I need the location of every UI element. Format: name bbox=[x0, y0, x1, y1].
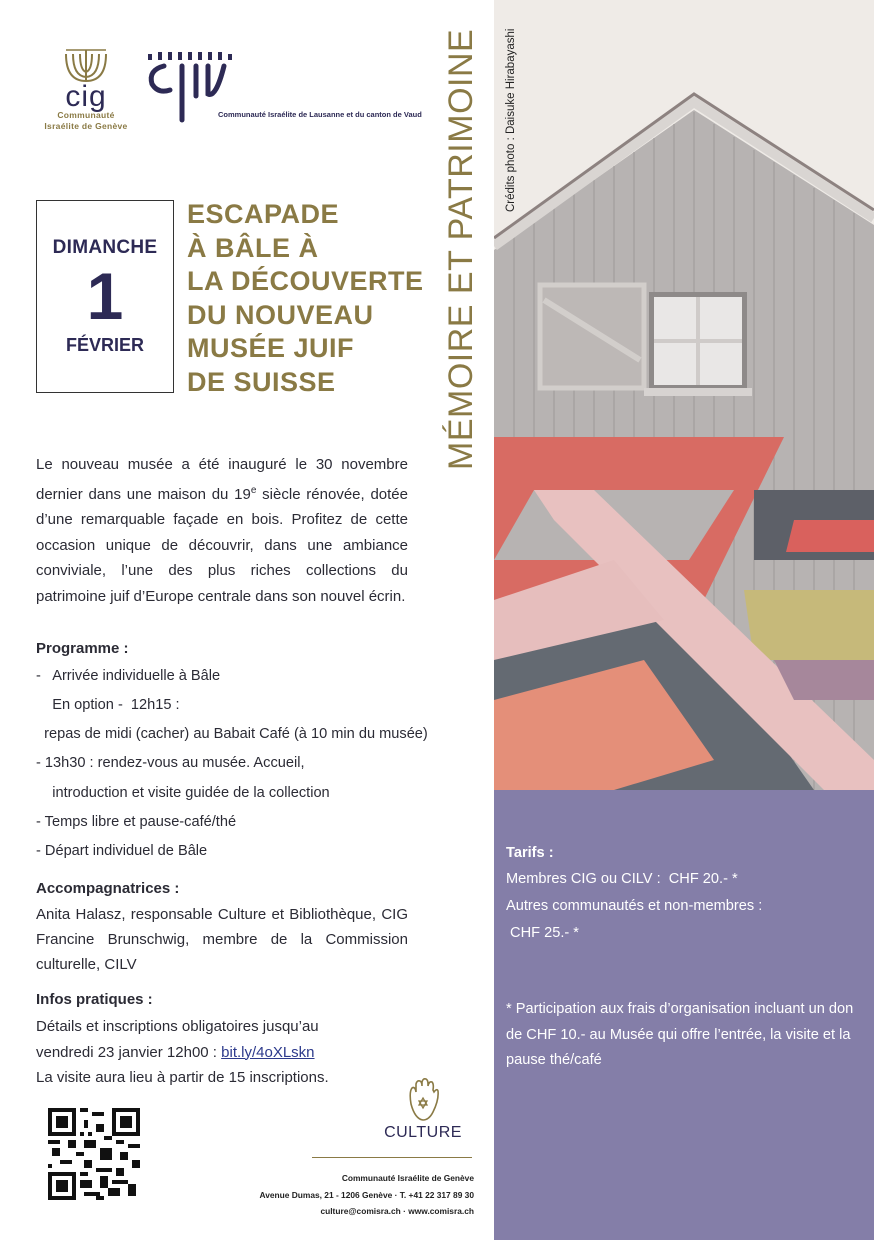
title-line: À BÂLE À bbox=[187, 232, 319, 263]
accompagnatrices-section bbox=[36, 876, 408, 977]
address-contact: culture@comisra.ch · www.comisra.ch bbox=[320, 1206, 474, 1216]
intro-paragraph bbox=[36, 452, 408, 609]
address-org: Communauté Israélite de Genève bbox=[341, 1173, 474, 1183]
tarifs-panel bbox=[494, 790, 874, 1240]
address-street: Avenue Dumas, 21 - 1206 Genève · T. +41 22 317 89 30 bbox=[259, 1189, 474, 1200]
infos-line bbox=[36, 1040, 408, 1066]
event-month: FÉVRIER bbox=[65, 335, 144, 355]
event-date-box bbox=[36, 200, 174, 393]
title-line: MUSÉE JUIF bbox=[187, 333, 355, 363]
culture-logo bbox=[380, 1078, 466, 1142]
contact-address bbox=[230, 1170, 474, 1220]
cig-logo bbox=[36, 44, 136, 132]
cilv-logo-subtitle: Communauté Israélite de Lausanne et du canton de Vaud bbox=[218, 110, 422, 119]
programme-heading: Programme : bbox=[36, 640, 129, 657]
programme-line: repas de midi (cacher) au Babait Café (à 10 min du musée) bbox=[36, 726, 428, 743]
cig-logo-subtitle-1: Communauté bbox=[57, 110, 115, 120]
infos-line: Détails et inscriptions obligatoires jusqu’au bbox=[36, 1018, 319, 1035]
photo-credit: Crédits photo : Daisuke Hirabayashi bbox=[505, 28, 517, 212]
programme-line: - Temps libre et pause-café/thé bbox=[36, 813, 237, 830]
infos-heading: Infos pratiques : bbox=[36, 991, 153, 1008]
infos-line: La visite aura lieu à partir de 15 inscriptions. bbox=[36, 1069, 329, 1086]
divider bbox=[312, 1157, 472, 1158]
tarif-line: Membres CIG ou CILV : CHF 20.- * bbox=[506, 871, 738, 887]
menorah-icon bbox=[54, 44, 118, 84]
accompagnatrices-text: Anita Halasz, responsable Culture et Bibliothèque, CIG Francine Brunschwig, membre de la Commission culturelle, CILV bbox=[36, 906, 408, 973]
event-title bbox=[187, 198, 457, 399]
tarifs-heading: Tarifs : bbox=[506, 845, 554, 861]
vertical-section-title: MÉMOIRE ET PATRIMOINE bbox=[442, 28, 480, 470]
cig-logo-text: cig bbox=[65, 80, 107, 113]
intro-text-part: Le nouveau musée a été inauguré le 30 novembre dernier dans une maison du 19 bbox=[36, 456, 408, 503]
infos-line-text: vendredi 23 janvier 12h00 : bbox=[36, 1043, 222, 1061]
intro-superscript: e bbox=[250, 484, 257, 496]
event-day: 1 bbox=[86, 259, 124, 333]
tarifs-note: * Participation aux frais d’organisation incluant un don de CHF 10.- au Musée qui offre l’entrée, la visite et la pause thé/café bbox=[506, 1001, 854, 1068]
title-line: DE SUISSE bbox=[187, 366, 336, 397]
tarif-line: Autres communautés et non-membres : bbox=[506, 898, 763, 914]
culture-label: CULTURE bbox=[384, 1124, 462, 1141]
cilv-logo bbox=[144, 44, 444, 133]
qr-code[interactable] bbox=[48, 1108, 140, 1200]
programme-line: En option - 12h15 : bbox=[36, 696, 180, 713]
programme-section bbox=[36, 636, 428, 867]
intro-text-part: siècle rénovée, dotée d’une remarquable façade en bois. Profitez de cette occasion unique de découvrir, dans une ambiance conviviale, l’une des plus riches collections du patrimoine juif d’Europe centrale dans son nouvel écrin. bbox=[36, 485, 408, 605]
title-line: DU NOUVEAU bbox=[187, 299, 374, 330]
cig-logo-subtitle-2: Israélite de Genève bbox=[44, 121, 128, 131]
registration-link[interactable]: bit.ly/4oXLskn bbox=[221, 1043, 315, 1061]
event-weekday: DIMANCHE bbox=[52, 237, 158, 258]
title-line: LA DÉCOUVERTE bbox=[187, 266, 424, 296]
title-line: ESCAPADE bbox=[187, 199, 340, 229]
tarif-line: CHF 25.- * bbox=[506, 925, 579, 941]
programme-line: introduction et visite guidée de la collection bbox=[36, 784, 330, 801]
museum-facade-photo bbox=[494, 0, 874, 790]
programme-line: - 13h30 : rendez-vous au musée. Accueil, bbox=[36, 755, 305, 772]
programme-line: - Arrivée individuelle à Bâle bbox=[36, 667, 221, 684]
accompagnatrices-heading: Accompagnatrices : bbox=[36, 880, 180, 897]
programme-line: - Départ individuel de Bâle bbox=[36, 843, 208, 860]
infos-section bbox=[36, 986, 408, 1091]
hamsa-icon bbox=[405, 1078, 441, 1122]
